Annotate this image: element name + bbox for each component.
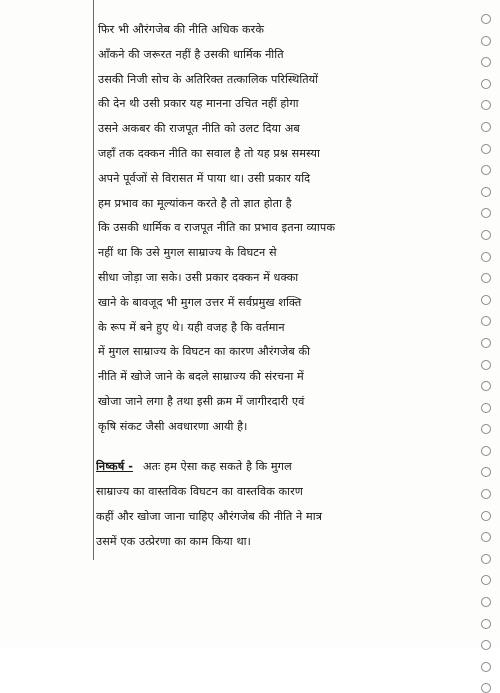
text-line: आँकने की जरूरत नहीं है उसकी धार्मिक नीति: [98, 47, 284, 61]
binding-hole: [481, 187, 491, 197]
text-line: उसने अकबर की राजपूत नीति को उलट दिया अब: [98, 122, 300, 136]
binding-hole: [481, 381, 491, 391]
binding-hole: [481, 619, 491, 629]
binding-hole: [481, 511, 491, 521]
text-line: में मुगल साम्राज्य के विघटन का कारण औरंगजेब की: [98, 345, 311, 359]
binding-hole: [481, 597, 491, 607]
text-line: उसकी निजी सोच के अतिरिक्त तत्कालिक परिस्थितियों: [98, 72, 319, 86]
binding-hole: [481, 273, 491, 283]
binding-hole: [481, 295, 491, 305]
text-line: जहाँ तक दक्कन नीति का सवाल है तो यह प्रश्न समस्या: [98, 146, 320, 160]
text-line: के रूप में बने हुए थे। यही वजह है कि वर्तमान: [98, 320, 285, 334]
conclusion-heading: निष्कर्ष -: [96, 460, 134, 473]
binding-hole: [481, 467, 491, 477]
text-line: साम्राज्य का वास्तविक विघटन का वास्तविक कारण: [96, 485, 303, 498]
binding-hole: [481, 662, 491, 672]
binding-hole: [481, 424, 491, 434]
binding-hole: [481, 100, 491, 110]
binding-hole: [481, 446, 491, 456]
binding-hole: [481, 165, 491, 175]
binding-hole: [481, 360, 491, 370]
text-line: सीधा जोड़ा जा सके। उसी प्रकार दक्कन में धक्का: [98, 270, 299, 284]
binding-hole: [481, 532, 491, 542]
margin-line: [93, 0, 94, 560]
text-line: फिर भी औरंगजेब की नीति अधिक करके: [98, 23, 265, 36]
binding-hole: [481, 640, 491, 650]
text-line: खोजा जाने लगा है तथा इसी क्रम में जागीरदारी एवं: [98, 394, 305, 408]
paragraph-body: [98, 18, 468, 440]
binding-hole: [481, 14, 491, 24]
binding-hole: [481, 403, 491, 413]
binding-hole: [481, 36, 491, 46]
binding-hole: [481, 683, 491, 693]
conclusion-section: [96, 454, 468, 554]
text-line: नहीं था कि उसे मुगल साम्राज्य के विघटन से: [98, 246, 277, 260]
binding-hole: [481, 316, 491, 326]
text-line: नीति में खोजे जाने के बदले साम्राज्य की संरचना में: [98, 370, 304, 384]
spiral-binding: [478, 14, 492, 634]
text-line: हम प्रभाव का मूल्यांकन करते है तो ज्ञात होता है: [98, 196, 292, 210]
text-line: उसमें एक उत्प्रेरणा का काम किया था।: [96, 535, 251, 548]
binding-hole: [481, 338, 491, 348]
binding-hole: [481, 489, 491, 499]
text-line: खाने के बावजूद भी मुगल उत्तर में सर्वप्रमुख शक्ति: [98, 295, 302, 309]
binding-hole: [481, 79, 491, 89]
binding-hole: [481, 575, 491, 585]
binding-hole: [481, 144, 491, 154]
text-line: कृषि संकट जैसी अवधारणा आयी है।: [98, 419, 248, 433]
text-line: अपने पूर्वजों से विरासत में पाया था। उसी प्रकार यदि: [98, 171, 311, 185]
binding-hole: [481, 122, 491, 132]
text-line: की देन थी उसी प्रकार यह मानना उचित नहीं होगा: [98, 97, 299, 111]
conclusion-first-line: [96, 454, 468, 479]
text-line: कि उसकी धार्मिक व राजपूत नीति का प्रभाव इतना व्यापक: [98, 221, 336, 235]
conclusion-text: अतः हम ऐसा कह सकते है कि मुगल: [143, 460, 292, 473]
text-line: कहीं और खोजा जाना चाहिए औरंगजेब की नीति ने मात्र: [96, 510, 322, 523]
binding-hole: [481, 554, 491, 564]
binding-hole: [481, 230, 491, 240]
binding-hole: [481, 208, 491, 218]
binding-hole: [481, 57, 491, 67]
binding-hole: [481, 252, 491, 262]
